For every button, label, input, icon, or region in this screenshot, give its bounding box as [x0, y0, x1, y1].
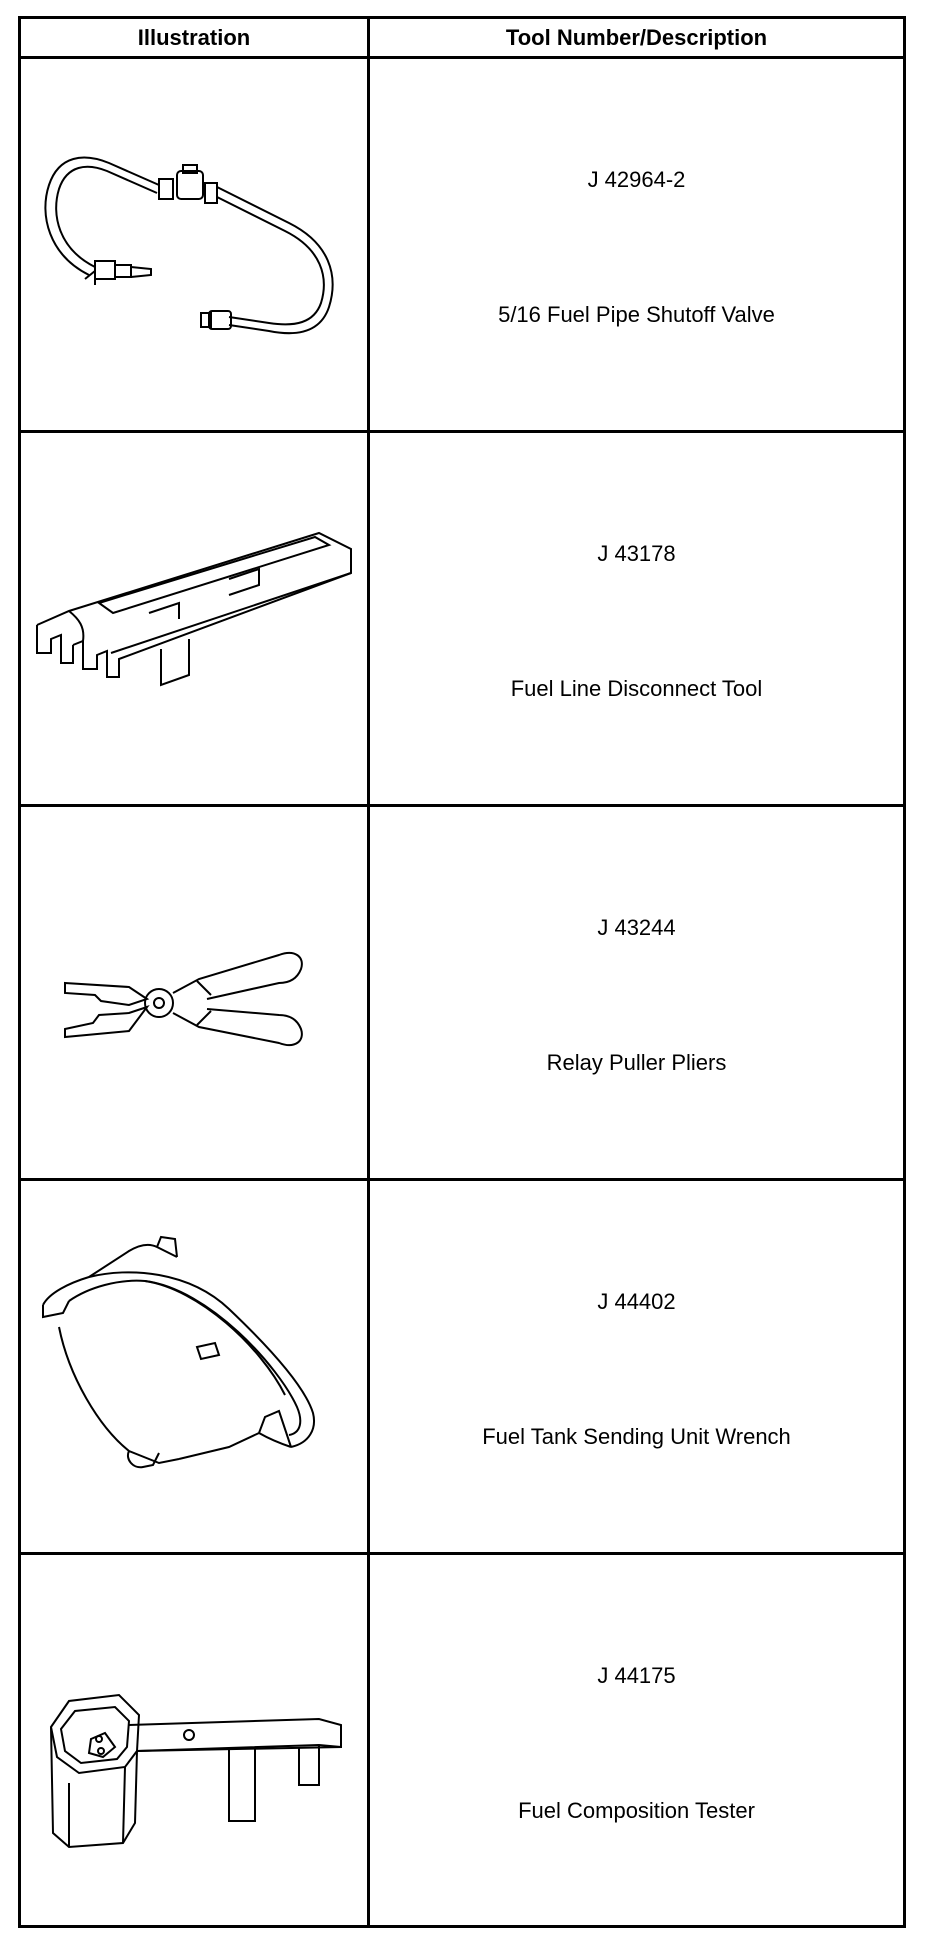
- tool-description: 5/16 Fuel Pipe Shutoff Valve: [498, 302, 775, 327]
- illustration-cell: [21, 1555, 370, 1926]
- tool-cell: [370, 807, 903, 1178]
- table-row: [21, 433, 903, 807]
- illustration-cell: [21, 1181, 370, 1552]
- tool-description: Fuel Line Disconnect Tool: [510, 676, 763, 701]
- illustration-cell: [21, 59, 370, 430]
- fuel-composition-tester-icon: [29, 1571, 359, 1911]
- header-illustration: Illustration: [21, 19, 370, 56]
- fuel-pipe-shutoff-valve-icon: [29, 75, 359, 415]
- table-header-row: [21, 19, 903, 59]
- sending-unit-wrench-icon: [29, 1197, 359, 1537]
- tool-cell: [370, 1555, 903, 1926]
- tool-number: J 43244: [597, 915, 676, 940]
- fuel-line-disconnect-tool-icon: [29, 449, 359, 789]
- table-row: [21, 1555, 903, 1926]
- tool-cell: [370, 59, 903, 430]
- tool-description: Fuel Tank Sending Unit Wrench: [482, 1424, 791, 1449]
- tool-number: J 44402: [597, 1289, 676, 1314]
- tool-cell: [370, 433, 903, 804]
- tool-description: Relay Puller Pliers: [546, 1050, 727, 1075]
- tool-number: J 44175: [597, 1663, 676, 1688]
- table-row: [21, 807, 903, 1181]
- relay-puller-pliers-icon: [29, 823, 359, 1163]
- special-tools-table: [18, 16, 906, 1928]
- illustration-cell: [21, 433, 370, 804]
- illustration-cell: [21, 807, 370, 1178]
- table-row: [21, 1181, 903, 1555]
- table-row: [21, 59, 903, 433]
- tool-number: J 43178: [597, 541, 676, 566]
- tool-description: Fuel Composition Tester: [518, 1798, 755, 1823]
- header-tool-number-description: Tool Number/Description: [505, 24, 768, 50]
- tool-cell: [370, 1181, 903, 1552]
- tool-number: J 42964-2: [587, 167, 686, 192]
